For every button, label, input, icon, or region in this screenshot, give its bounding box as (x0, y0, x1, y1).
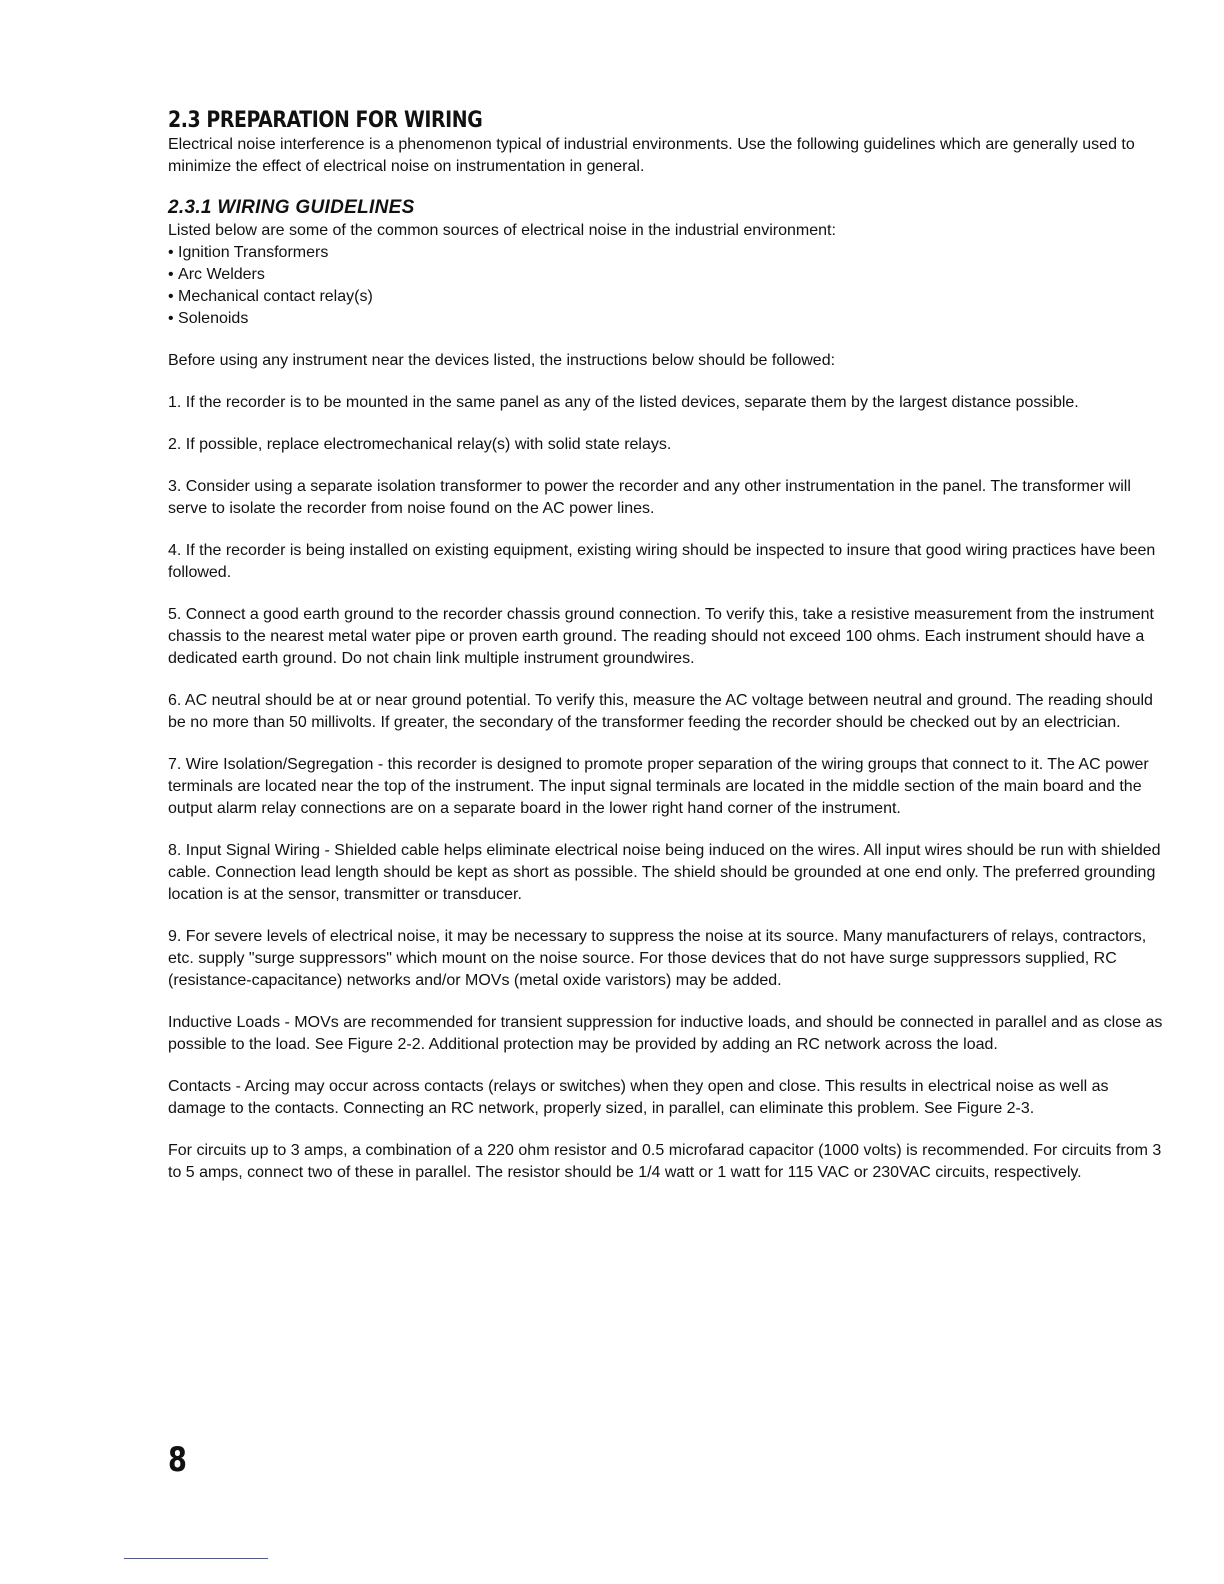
section-heading: 2.3 PREPARATION FOR WIRING (168, 108, 483, 133)
subsection-lead: Listed below are some of the common sources of electrical noise in the industrial environment: (168, 222, 836, 239)
list-item: • Mechanical contact relay(s) (168, 286, 1163, 308)
list-item: • Solenoids (168, 308, 1163, 330)
instruction-item: 5. Connect a good earth ground to the recorder chassis ground connection. To verify this, take a resistive measurement from the instrument chassis to the nearest metal water pipe or proven earth ground. The reading should not exceed 100 ohms. Each instrument should have a dedicated earth ground. Do not chain link multiple instrument groundwires. (168, 606, 1154, 667)
list-item: • Ignition Transformers (168, 242, 1163, 264)
note-circuits: For circuits up to 3 amps, a combination of a 220 ohm resistor and 0.5 microfarad capacitor (1000 volts) is recommended. For circuits from 3 to 5 amps, connect two of these in parallel. The resistor should be 1/4 watt or 1 watt for 115 VAC or 230VAC circuits, respectively. (168, 1142, 1162, 1181)
section-intro: Electrical noise interference is a phenomenon typical of industrial environments. Use the following guidelines which are generally used to minimize the effect of electrical noise on instrumentation in general. (168, 136, 1135, 175)
instructions-lead: Before using any instrument near the devices listed, the instructions below should be followed: (168, 352, 836, 369)
footer-divider (124, 1558, 268, 1559)
instruction-item: 1. If the recorder is to be mounted in the same panel as any of the listed devices, separate them by the largest distance possible. (168, 394, 1079, 411)
instruction-item: 9. For severe levels of electrical noise, it may be necessary to suppress the noise at its source. Many manufacturers of relays, contractors, etc. supply "surge suppressors" which mount on the noise source. For those devices that do not have surge suppressors supplied, RC (resistance-capacitance) networks and/or MOVs (metal oxide varistors) may be added. (168, 928, 1147, 989)
page-number: 8 (168, 1440, 187, 1480)
instruction-item: 7. Wire Isolation/Segregation - this recorder is designed to promote proper separation of the wiring groups that connect to it. The AC power terminals are located near the top of the instrument. The input signal terminals are located in the middle section of the main board and the output alarm relay connections are on a separate board in the lower right hand corner of the instrument. (168, 756, 1149, 817)
list-item: • Arc Welders (168, 264, 1163, 286)
subsection-heading: 2.3.1 WIRING GUIDELINES (168, 197, 415, 218)
instruction-item: 8. Input Signal Wiring - Shielded cable helps eliminate electrical noise being induced on the wires. All input wires should be run with shielded cable. Connection lead length should be kept as short as possible. The shield should be grounded at one end only. The preferred grounding location is at the sensor, transmitter or transducer. (168, 842, 1161, 903)
note-contacts: Contacts - Arcing may occur across contacts (relays or switches) when they open and close. This results in electrical noise as well as damage to the contacts. Connecting an RC network, properly sized, in parallel, can eliminate this problem. See Figure 2-3. (168, 1078, 1109, 1117)
document-page (168, 108, 1163, 1184)
note-inductive-loads: Inductive Loads - MOVs are recommended for transient suppression for inductive loads, and should be connected in parallel and as close as possible to the load. See Figure 2-2. Additional protection may be provided by adding an RC network across the load. (168, 1014, 1163, 1053)
instruction-item: 4. If the recorder is being installed on existing equipment, existing wiring should be inspected to insure that good wiring practices have been followed. (168, 542, 1156, 581)
instruction-item: 3. Consider using a separate isolation transformer to power the recorder and any other instrumentation in the panel. The transformer will serve to isolate the recorder from noise found on the AC power lines. (168, 478, 1131, 517)
instruction-item: 2. If possible, replace electromechanical relay(s) with solid state relays. (168, 436, 672, 453)
instruction-item: 6. AC neutral should be at or near ground potential. To verify this, measure the AC voltage between neutral and ground. The reading should be no more than 50 millivolts. If greater, the secondary of the transformer feeding the recorder should be checked out by an electrician. (168, 692, 1153, 731)
noise-sources-list (168, 242, 1163, 330)
